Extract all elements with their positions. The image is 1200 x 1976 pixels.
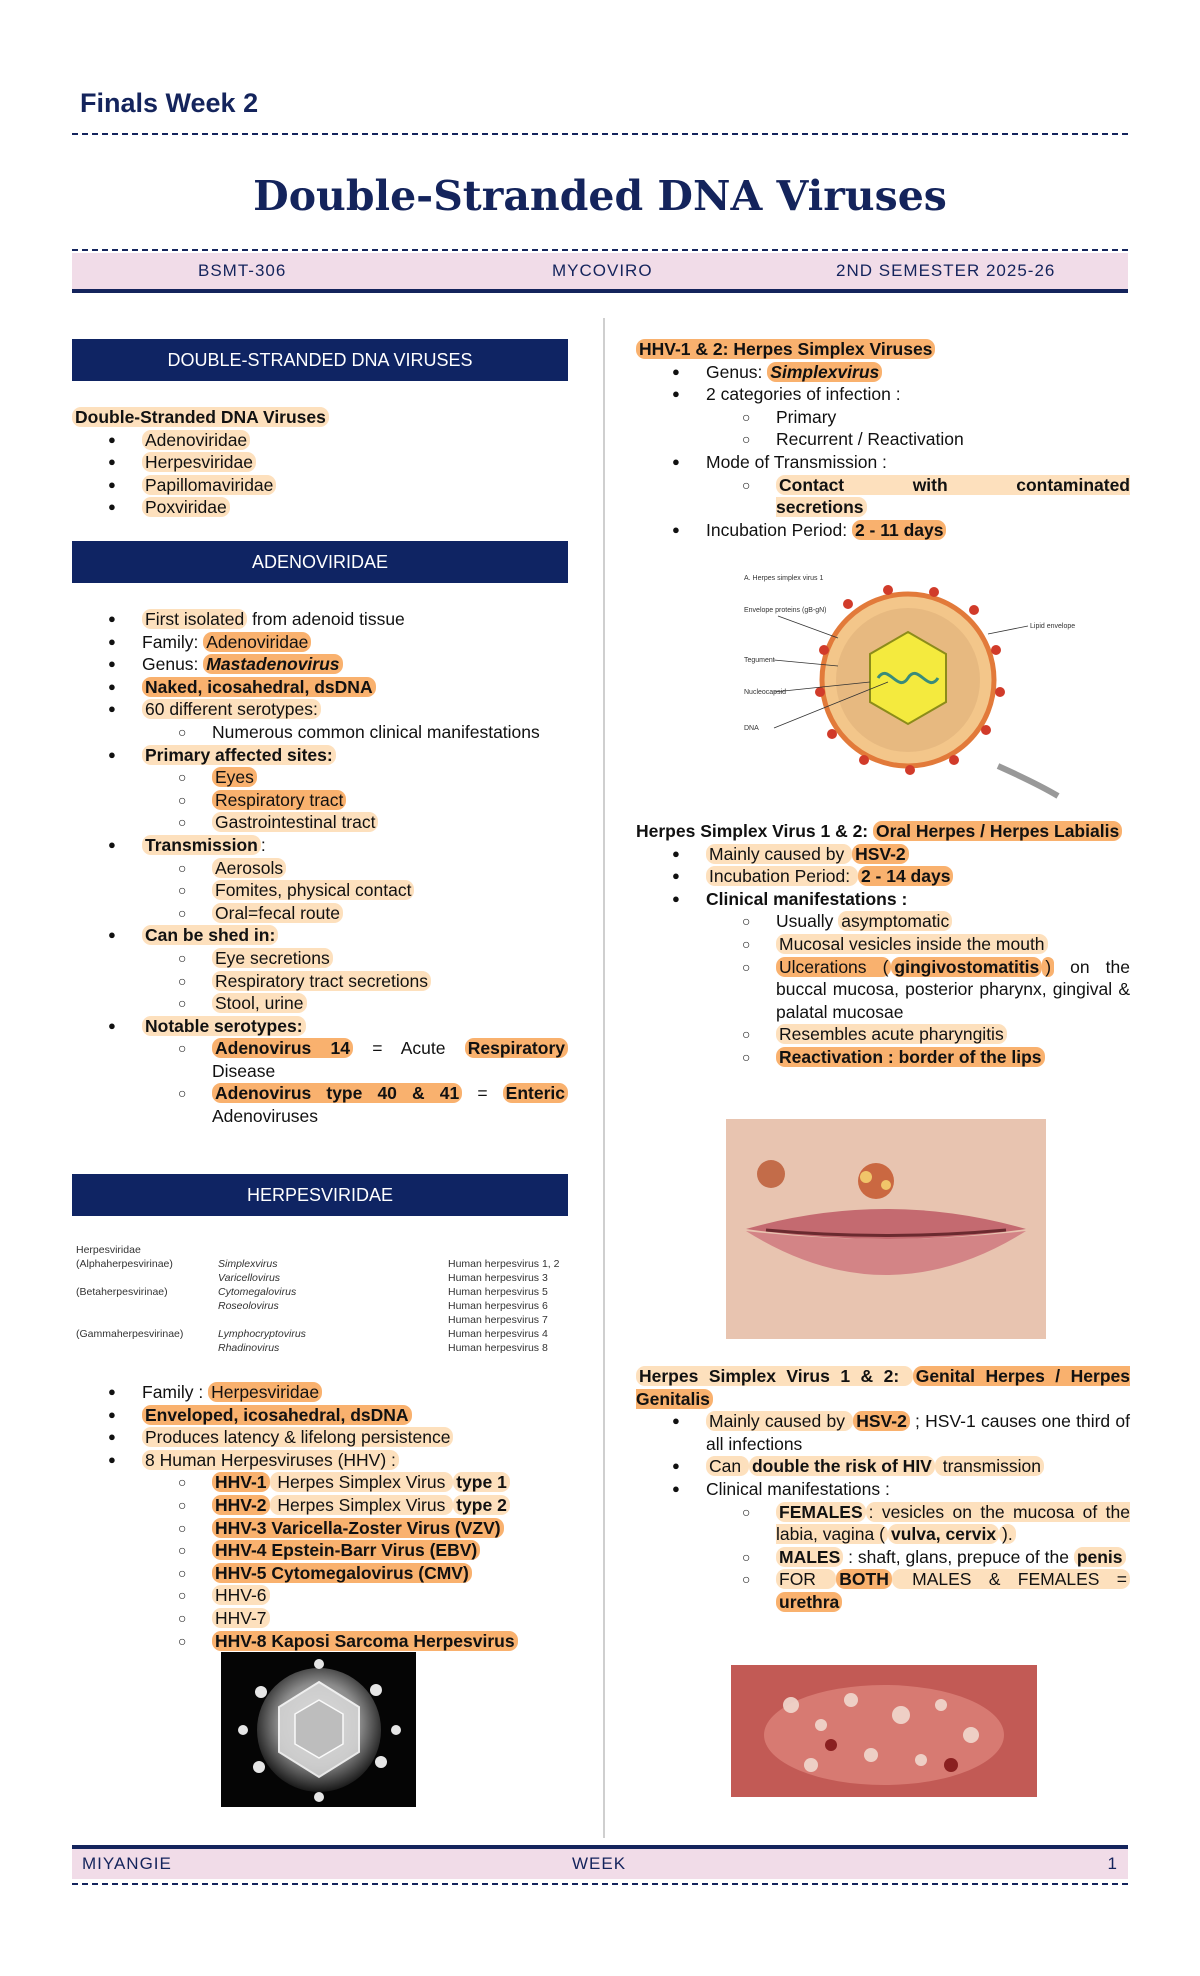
list-item: ○ Primary [706,406,1130,429]
list-item: ○ HHV-1 Herpes Simplex Virus type 1 [142,1471,568,1494]
list-item: ● Genus: Mastadenovirus [72,653,568,676]
list-item: ○ FOR BOTH MALES & FEMALES = urethra [706,1568,1130,1613]
genital-herpes-block: Herpes Simplex Virus 1 & 2: Genital Herpes / Herpes Genitalis ● Mainly caused by HSV-2 ; HSV-1 causes one third of all infections ● Can double the risk of HIV transmission ● Clinical manifestations : ○ FEMALES : vesicles on the mucosa of the labia, vagina ( vulva, cervix ). ○ MALES : shaft, glans, prepuce of the penis ○ FOR BOTH MALES & FEMALES = urethra [636,1365,1130,1614]
list-item: ○ HHV-3 Varicella-Zoster Virus (VZV) [142,1517,568,1540]
table-cell: Simplexvirus [218,1258,278,1270]
list-item: ● Incubation Period: 2 - 14 days [636,865,1130,888]
list-item: ● Enveloped, icosahedral, dsDNA [72,1404,568,1427]
list-item: ● Transmission : ○ Aerosols ○ Fomites, physical contact ○ Oral=fecal route [72,834,568,924]
list-item: ● Mainly caused by HSV-2 ; HSV-1 causes one third of all infections [636,1410,1130,1455]
footer-band [72,1849,1128,1879]
herpesviridae-classification-table [76,1243,566,1355]
section-heading-dsdna: DOUBLE-STRANDED DNA VIRUSES [72,339,568,381]
semester-label: 2ND SEMESTER 2025-26 [836,261,1056,280]
table-cell: Human herpesvirus 6 [448,1300,548,1312]
table-cell [218,1313,448,1327]
section-heading-adenoviridae: ADENOVIRIDAE [72,541,568,583]
list-item: ● First isolated from adenoid tissue [72,608,568,631]
table-row [76,1271,566,1285]
diagram-caption: A. Herpes simplex virus 1 [744,575,824,582]
genital-herpes-photo [731,1665,1037,1797]
table-cell: Cytomegalovirus [218,1286,297,1298]
band-bottom-rule [72,289,1128,293]
list-item: ○ HHV-8 Kaposi Sarcoma Herpesvirus [142,1630,568,1653]
oral-herpes-lips-photo [726,1119,1046,1339]
dsdna-subtitle: Double-Stranded DNA Viruses [72,407,329,427]
table-cell: Human herpesvirus 8 [448,1342,548,1354]
hsv-overview-block [636,338,1130,541]
list-item: ○ Gastrointestinal tract [142,811,568,834]
list-item: ○ Respiratory tract [142,789,568,812]
table-row [76,1341,566,1355]
list-item: ○ HHV-7 [142,1607,568,1630]
oral-herpes-block: Herpes Simplex Virus 1 & 2: Oral Herpes / Herpes Labialis ● Mainly caused by HSV-2 ● Incubation Period: 2 - 14 days ● Clinical manifestations : ○ Usually asymptomatic ○ Mucosal vesicles inside the mouth ○ Ulcerations ( gingivostomatitis ) on the buccal mucosa, posterior pharynx, gingival & palatal mucosae ○ Resembles acute pharyngitis ○ Reactivation : border of the lips [636,820,1130,1069]
table-row [76,1243,566,1257]
footer-bottom-rule [72,1883,1128,1885]
page-title: Double-Stranded DNA Viruses [253,172,947,220]
list-item: ○ Aerosols [142,857,568,880]
list-item: ● Incubation Period: 2 - 11 days [636,519,1130,542]
table-cell: (Alphaherpesvirinae) [76,1258,173,1270]
table-cell [218,1243,448,1257]
list-item: ○ HHV-5 Cytomegalovirus (CMV) [142,1562,568,1585]
footer-week: WEEK [572,1854,627,1873]
diagram-label-nucleocapsid: Nucleocapsid [744,689,787,696]
list-item: ○ FEMALES : vesicles on the mucosa of the labia, vagina ( vulva, cervix ). [706,1501,1130,1546]
herpesviridae-block [72,1381,568,1652]
header-divider [72,133,1128,135]
list-item: ○ HHV-6 [142,1584,568,1607]
table-cell [76,1299,218,1313]
list-item: ○ Numerous common clinical manifestations [142,721,568,744]
list-item: ● Herpesviridae [72,451,568,474]
diagram-label-tegument: Tegument [744,657,775,664]
list-item: ○ HHV-2 Herpes Simplex Virus type 2 [142,1494,568,1517]
footer-author: MIYANGIE [82,1854,172,1873]
hsv-structure-diagram [738,570,1076,798]
table-cell: Roseolovirus [218,1300,279,1312]
list-item: ○ Mucosal vesicles inside the mouth [706,933,1130,956]
table-row [76,1257,566,1271]
list-item: ● 60 different serotypes: ○ Numerous common clinical manifestations [72,698,568,743]
list-item: ○ Usually asymptomatic [706,910,1130,933]
herpesvirus-model-image [221,1652,416,1807]
diagram-label-dna: DNA [744,725,759,732]
list-item: ● Produces latency & lifelong persistence [72,1426,568,1449]
list-item: ○ Fomites, physical contact [142,879,568,902]
diagram-label-lipid: Lipid envelope [1030,623,1076,630]
table-cell: Human herpesvirus 3 [448,1272,548,1284]
title-divider [72,249,1128,251]
diagram-label-envelope: Envelope proteins (gB-gN) [744,607,827,614]
table-cell: Human herpesvirus 1, 2 [448,1258,560,1270]
list-item: ● Mode of Transmission : ○ Contact with contaminated secretions [636,451,1130,519]
list-item: ● Primary affected sites: ○ Eyes ○ Respiratory tract ○ Gastrointestinal tract [72,744,568,834]
course-code: BSMT-306 [198,261,287,280]
list-item: ○ HHV-4 Epstein-Barr Virus (EBV) [142,1539,568,1562]
list-item: ● 2 categories of infection : ○ Primary ○ Recurrent / Reactivation [636,383,1130,451]
column-divider [603,318,605,1838]
table-cell: Human herpesvirus 5 [448,1286,548,1298]
list-item: ● Clinical manifestations : ○ FEMALES : vesicles on the mucosa of the labia, vagina ( vulva, cervix ). ○ MALES : shaft, glans, prepuce of the penis ○ FOR BOTH MALES & FEMALES = urethra [636,1478,1130,1614]
list-item: ○ Resembles acute pharyngitis [706,1023,1130,1046]
table-cell: Rhadinovirus [218,1342,280,1354]
list-item: ● Notable serotypes: ○ Adenovirus 14 = Acute Respiratory Disease ○ Adenovirus type 40 & 41 = Enteric Adenoviruses [72,1015,568,1128]
table-cell: (Gammaherpesvirinae) [76,1328,184,1340]
table-cell: Human herpesvirus 4 [448,1328,548,1340]
list-item: ○ Ulcerations ( gingivostomatitis ) on the buccal mucosa, posterior pharynx, gingival & palatal mucosae [706,956,1130,1024]
section-heading-herpesviridae: HERPESVIRIDAE [72,1174,568,1216]
list-item: ○ Recurrent / Reactivation [706,428,1130,451]
list-item: ○ Reactivation : border of the lips [706,1046,1130,1069]
list-item: ● Can double the risk of HIV transmission [636,1455,1130,1478]
table-row [76,1299,566,1313]
list-item: ○ Adenovirus 14 = Acute Respiratory Disease [142,1037,568,1082]
list-item: ● Clinical manifestations : ○ Usually asymptomatic ○ Mucosal vesicles inside the mouth ○ Ulcerations ( gingivostomatitis ) on the buccal mucosa, posterior pharynx, gingival & palatal mucosae ○ Resembles acute pharyngitis ○ Reactivation : border of the lips [636,888,1130,1069]
table-cell: Herpesviridae [76,1244,141,1256]
list-item: ● Naked, icosahedral, dsDNA [72,676,568,699]
table-row [76,1285,566,1299]
table-cell: Human herpesvirus 7 [448,1314,548,1326]
list-item: ● Genus: Simplexvirus [636,361,1130,384]
list-item: ○ Eyes [142,766,568,789]
table-cell [76,1271,218,1285]
list-item: ○ MALES : shaft, glans, prepuce of the penis [706,1546,1130,1569]
list-item: ○ Oral=fecal route [142,902,568,925]
table-row [76,1313,566,1327]
adenoviridae-block [72,608,568,1128]
list-item: ● Poxviridae [72,496,568,519]
subject-name: MYCOVIRO [552,261,653,280]
list-item: ○ Stool, urine [142,992,568,1015]
list-item: ● Can be shed in: ○ Eye secretions ○ Respiratory tract secretions ○ Stool, urine [72,924,568,1014]
course-band [72,253,1128,289]
list-item: ○ Respiratory tract secretions [142,970,568,993]
table-row [76,1327,566,1341]
list-item: ○ Eye secretions [142,947,568,970]
table-cell: Varicellovirus [218,1272,281,1284]
list-item: ● Mainly caused by HSV-2 [636,843,1130,866]
list-item: ● 8 Human Herpesviruses (HHV) : ○ HHV-1 Herpes Simplex Virus type 1 ○ HHV-2 Herpes Simplex Virus type 2 ○ HHV-3 Varicella-Zoster Virus (VZV) ○ HHV-4 Epstein-Barr Virus (EBV) ○ HHV-5 Cytomegalovirus (CMV) ○ HHV-6 ○ HHV-7 ○ HHV-8 Kaposi Sarcoma Herpesvirus [72,1449,568,1652]
table-cell: Lymphocryptovirus [218,1328,306,1340]
hsv-title: HHV-1 & 2: Herpes Simplex Viruses [636,339,935,359]
list-item: ● Family : Herpesviridae [72,1381,568,1404]
table-cell [76,1341,218,1355]
list-item: ● Adenoviridae [72,429,568,452]
table-cell [76,1313,218,1327]
dsdna-list-block [72,406,568,519]
list-item: ○ Contact with contaminated secretions [706,474,1130,519]
table-cell: (Betaherpesvirinae) [76,1286,168,1298]
list-item: ○ Adenovirus type 40 & 41 = Enteric Adenoviruses [142,1082,568,1127]
week-title: Finals Week 2 [80,88,259,118]
list-item: ● Family: Adenoviridae [72,631,568,654]
list-item: ● Papillomaviridae [72,474,568,497]
footer-page-number: 1 [1107,1854,1118,1873]
